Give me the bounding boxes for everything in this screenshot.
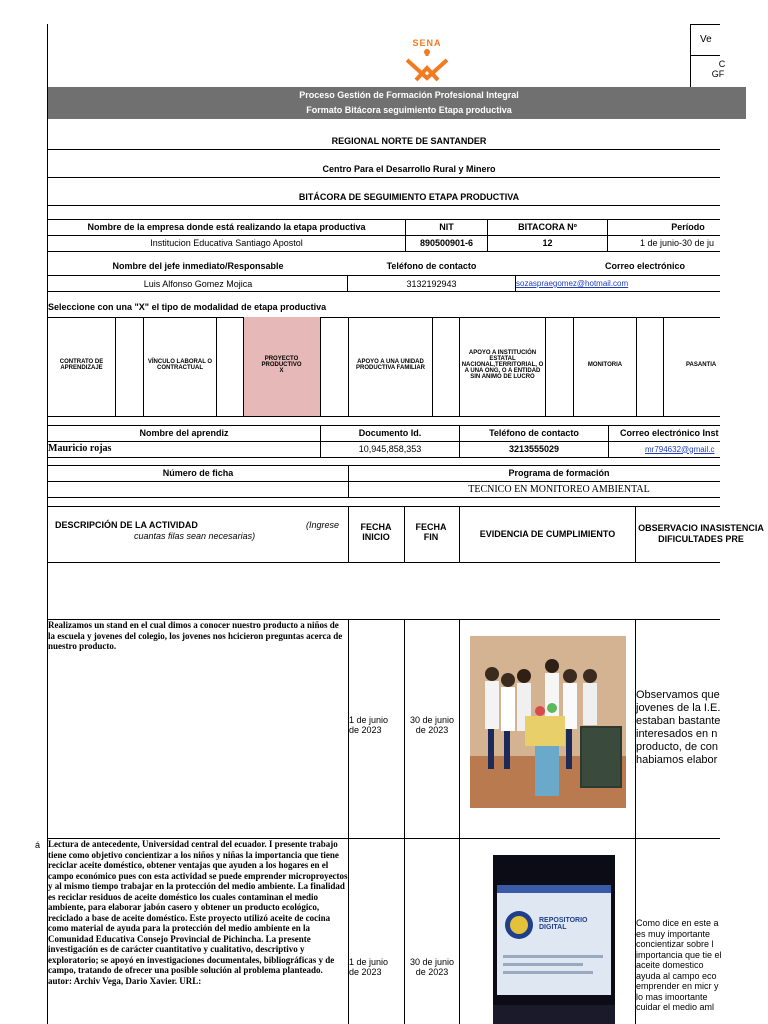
bitacora-title: BITÁCORA DE SEGUIMIENTO ETAPA PRODUCTIVA [298,191,520,202]
apprentice-name-value: Mauricio rojas [48,443,112,454]
activity-row-2-observation: Como dice en este a es muy importante concientizar sobre l importancia que tie el aceite domestico ayuda al campo eco emprender en micr y lo mas imoortante cuidar el medio aml [636,918,722,1012]
activity-row-2-end: 30 de junio de 2023 [409,957,455,977]
activity-row-1-description: Realizamos un stand en el cual dimos a conocer nuestro producto a niños de la escuela y jovenes del colegio, los jovenes nos hcicieron preguntas acerca de nuestro producto. [48,620,343,651]
apprentice-email-label: Correo electrónico Inst [620,428,719,438]
activity-row-2-start: 1 de junio de 2023 [349,957,389,977]
activity-desc-hint-1: (Ingrese [306,520,340,530]
apprentice-doc-value: 10,945,858,353 [358,444,422,454]
period-value: 1 de junio-30 de ju [640,238,715,248]
repository-screen-text: REPOSITORIO DIGITAL [539,917,588,931]
apprentice-doc-label: Documento Id. [358,428,422,438]
activity-desc-label: DESCRIPCIÓN DE LA ACTIVIDAD [55,520,198,530]
modality-option-monitoria[interactable]: MONITORIA [587,362,623,368]
apprentice-name-label: Nombre del aprendiz [139,428,229,438]
apprentice-phone-label: Teléfono de contacto [489,428,579,438]
code-label-2: GF [711,69,725,79]
activity-row-2-marker: á [35,840,41,850]
modality-option-proyecto[interactable] [244,340,319,390]
activity-desc-hint-2: cuantas filas sean necesarias) [134,531,256,541]
program-label: Programa de formación [508,468,610,478]
apprentice-email-link[interactable]: mr794632@gmail.c [645,444,715,454]
boss-phone-value: 3132192943 [406,278,457,289]
format-title: Formato Bitácora seguimiento Etapa productiva [306,105,512,115]
center-title: Centro Para el Desarrollo Rural y Minero [322,163,496,174]
process-title: Proceso Gestión de Formación Profesional Integral [299,90,519,100]
program-value: TECNICO EN MONITOREO AMBIENTAL [468,483,650,495]
evidence-label: EVIDENCIA DE CUMPLIMIENTO [479,529,616,539]
company-name-label: Nombre de la empresa donde está realizando la etapa productiva [87,222,366,232]
version-label: Ve [700,33,712,45]
start-date-label: FECHA INICIO [360,522,392,542]
ficha-label: Número de ficha [162,468,234,478]
activity-row-1-evidence-photo [470,636,626,808]
observations-label: OBSERVACIO INASISTENCIA DIFICULTADES PRE [638,523,764,544]
modality-option-contrato[interactable]: CONTRATO DE APRENDIZAJE [59,359,104,371]
regional-title: REGIONAL NORTE DE SANTANDER [331,135,487,146]
sena-logo-text: SENA [412,38,442,48]
bitacora-number-value: 12 [542,238,553,248]
boss-phone-label: Teléfono de contacto [386,261,477,271]
boss-value: Luis Alfonso Gomez Mojica [143,278,253,289]
modality-option-vinculo[interactable]: VÍNCULO LABORAL O CONTRACTUAL [147,359,213,371]
activity-row-2-evidence-photo [493,855,615,1024]
activity-row-1-start: 1 de junio de 2023 [349,715,389,735]
boss-email-label: Correo electrónico [604,261,686,271]
modality-option-proyecto-label: PROYECTO PRODUCTIVO [261,356,302,368]
boss-email-link[interactable]: sozaspraegomez@hotmail.com [516,279,629,288]
nit-label: NIT [439,222,454,232]
modality-prompt: Seleccione con una "X" el tipo de modalidad de etapa productiva [48,302,327,312]
modality-option-apoyo-institucion[interactable]: APOYO A INSTITUCIÓN ESTATAL NACIONAL,TERRITORIAL, O A UNA ONG, O A ENTIDAD SIN ANIMO DE LUCRO [461,350,544,380]
activity-row-1-end: 30 de junio de 2023 [409,715,455,735]
company-name-value: Institucion Educativa Santiago Apostol [150,238,303,248]
activity-row-1-observation: Observamos que jovenes de la I.E. estaban bastante interesados en n producto, de con habiamos elabor [636,689,721,766]
boss-label: Nombre del jefe inmediato/Responsable [112,261,284,271]
end-date-label: FECHA FIN [415,522,447,542]
bitacora-number-label: BITACORA Nº [518,222,577,232]
activity-row-2-description: Lectura de antecedente, Universidad central del ecuador. I presente trabajo tiene como objetivo concientizar a los niños y niñas la importancia que tiene reciclar aceite doméstico, obtener ventajas que ayuden a los hogares en el campo económico pues con esta actividad se puede emprender microproyectos y al mismo tiempo trabajar en la protección del medio ambiente. La finalidad es reciclar residuos de aceite doméstico los cuales contaminan el medio ambiente, para elaborar jabón casero y obtener un producto ecológico, reciclado a base de aceite doméstico. Este proyecto utilizó aceite de cocina como material de ayuda para la protección del medio ambiente en la Comunidad Educativa Consejo Provincial de Pichincha. La presente investigación es de carácter cuantitativo y cualitativo, descriptivo y exploratorio; se apoyó en investigaciones documentales, bibliográficas y de campo, tratando de ofrecer una posible solución al problema planteado. autor: Archiv Vega, Dario Xavier. URL: [48,839,348,986]
code-label-1: C [718,59,726,69]
period-label: Período [671,222,705,232]
sena-logo-icon [402,48,452,82]
modality-option-pasantia[interactable]: PASANTIA [686,362,717,368]
sena-logo [402,38,452,82]
modality-selected-mark: X [279,368,284,374]
apprentice-phone-value: 3213555029 [508,444,560,454]
modality-option-apoyo-familiar[interactable]: APOYO A UNA UNIDAD PRODUCTIVA FAMILIAR [356,359,425,371]
nit-value: 890500901-6 [419,238,474,248]
